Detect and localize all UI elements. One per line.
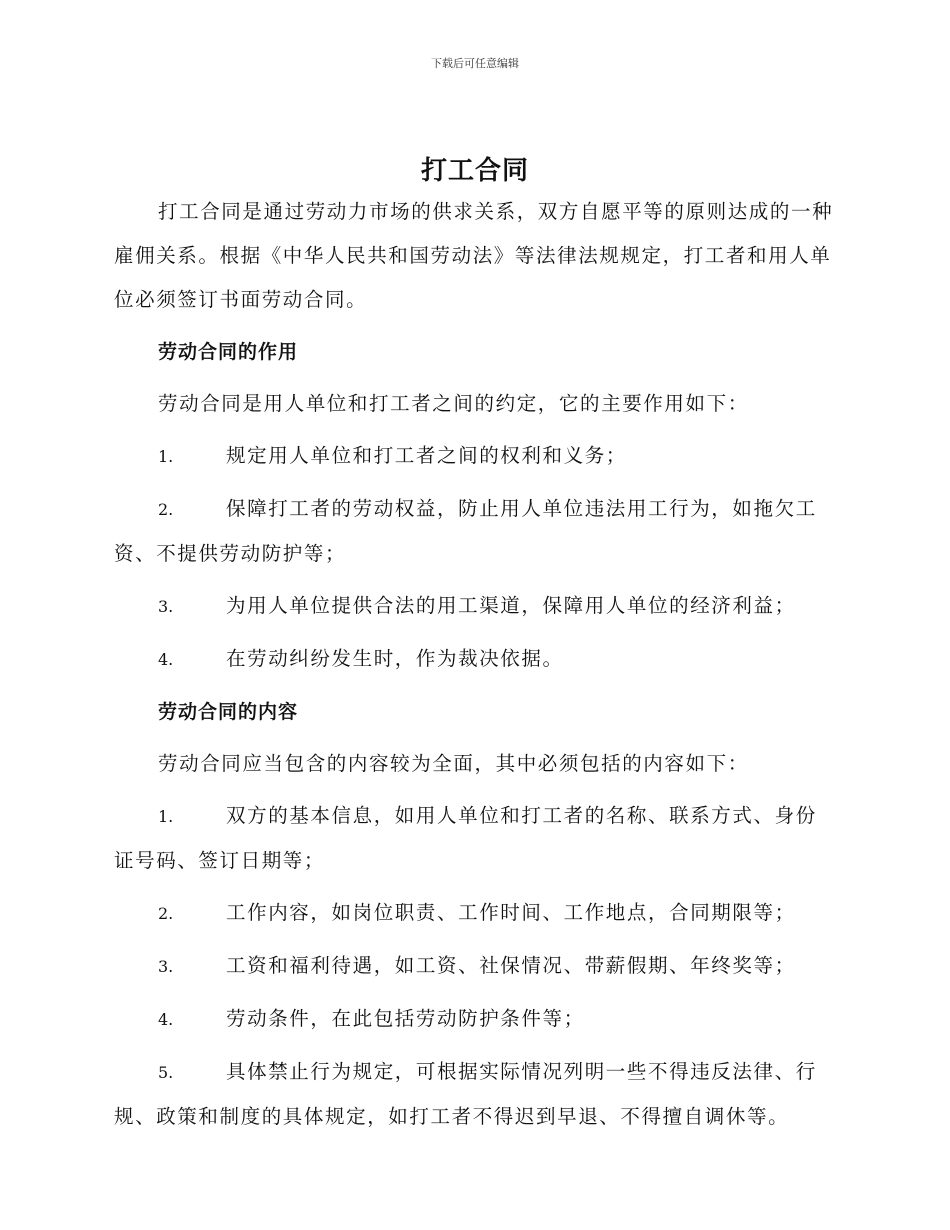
list-item-text: 工作内容，如岗位职责、工作时间、工作地点，合同期限等； [226,901,796,924]
list-item [114,1050,834,1139]
list-item-number: 3. [158,597,174,616]
header-note: 下载后可任意编辑 [431,57,519,70]
list-item [114,487,834,576]
list-item-number: 3. [158,957,174,976]
document-body [114,190,834,1139]
section-lead-purpose: 劳动合同是用人单位和打工者之间的约定，它的主要作用如下： [158,392,749,415]
list-item [114,891,834,936]
list-item-text: 保障打工者的劳动权益，防止用人单位违法用工行为，如拖欠工资、不提供劳动防护等； [114,497,817,565]
intro-paragraph: 打工合同是通过劳动力市场的供求关系，双方自愿平等的原则达成的一种雇佣关系。根据《中华人民共和国劳动法》等法律法规规定，打工者和用人单位必须签订书面劳动合同。 [114,200,834,311]
section-heading-content: 劳动合同的内容 [158,701,299,723]
list-item [114,794,834,883]
list-item-text: 为用人单位提供合法的用工渠道，保障用人单位的经济利益； [226,594,796,617]
list-item-number: 4. [158,650,174,669]
list-item-number: 2. [158,904,174,923]
list-item [114,637,834,682]
list-item-text: 在劳动纠纷发生时，作为裁决依据。 [226,647,564,670]
list-item [114,584,834,629]
list-item-number: 2. [158,500,174,519]
list-item-text: 具体禁止行为规定，可根据实际情况列明一些不得违反法律、行规、政策和制度的具体规定，如打工者不得迟到早退、不得擅自调休等。 [114,1060,817,1128]
list-item-number: 1. [158,807,174,826]
list-item-text: 劳动条件，在此包括劳动防护条件等； [226,1007,585,1030]
list-item [114,997,834,1042]
list-item-number: 5. [158,1063,174,1082]
list-item-text: 双方的基本信息，如用人单位和打工者的名称、联系方式、身份证号码、签订日期等； [114,804,817,872]
list-item [114,434,834,479]
list-item-number: 1. [158,447,174,466]
list-item [114,944,834,989]
list-item-number: 4. [158,1010,174,1029]
list-item-text: 工资和福利待遇，如工资、社保情况、带薪假期、年终奖等； [226,954,796,977]
section-heading-purpose: 劳动合同的作用 [158,341,299,363]
section-lead-content: 劳动合同应当包含的内容较为全面，其中必须包括的内容如下： [158,752,749,775]
document-title: 打工合同 [420,156,529,186]
list-item-text: 规定用人单位和打工者之间的权利和义务； [226,444,627,467]
